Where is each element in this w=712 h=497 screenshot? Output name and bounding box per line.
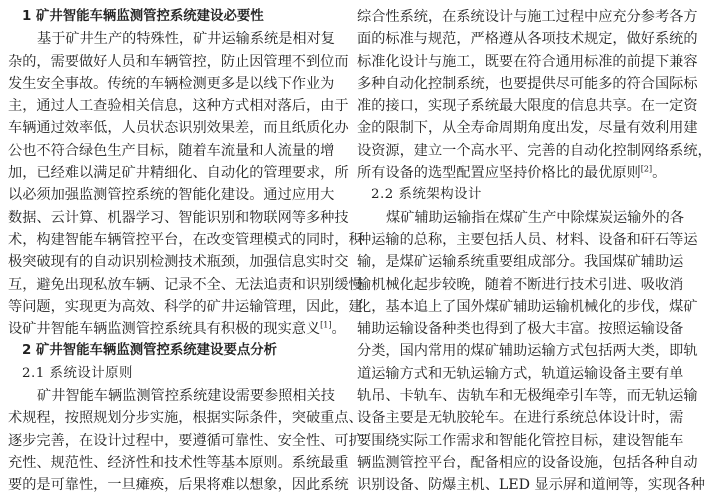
text-line xyxy=(8,73,335,95)
line-text: 分类，国内常用的煤矿辅助运输方式包括两大类，即轨 xyxy=(357,343,698,360)
text-line xyxy=(8,28,335,50)
text-line xyxy=(357,430,684,452)
text-line xyxy=(8,318,346,340)
text-line xyxy=(8,430,363,452)
line-text: 设矿井智能车辆监测管控系统具有积极的现实意义 xyxy=(8,321,321,338)
text-line xyxy=(357,95,698,117)
text-line xyxy=(357,28,698,50)
text-line xyxy=(8,117,349,139)
line-text: 2.1 系统设计原则 xyxy=(22,365,133,381)
line-text: 输，是煤矿运输系统重要组成部分。我国煤矿辅助运 xyxy=(357,254,684,271)
line-tail: 。 xyxy=(331,321,346,338)
line-text: 发生安全事故。传统的车辆检测更多是以线下作业为 xyxy=(8,75,335,92)
line-text: 标准化设计与施工，既要在符合通用标准的前提下兼容 xyxy=(357,53,698,70)
text-line xyxy=(357,274,684,296)
text-line xyxy=(357,162,677,184)
text-line xyxy=(8,140,335,162)
text-line xyxy=(357,318,684,340)
line-text: 2 矿井智能车辆监测管控系统建设要点分析 xyxy=(22,343,278,359)
text-line xyxy=(8,407,363,429)
line-text: 互，避免出现私放车辆、记录不全、无法追责和识别缓慢 xyxy=(8,276,363,293)
text-line xyxy=(8,452,349,474)
text-line xyxy=(357,474,705,496)
text-line xyxy=(357,73,698,95)
text-line xyxy=(357,207,684,229)
text-line xyxy=(357,407,684,429)
line-text: 输机械化起步较晚，随着不断进行技术引进、吸收消 xyxy=(357,276,684,293)
line-text: 等问题，实现更为高效、科学的矿井运输管理，因此，建 xyxy=(8,298,363,315)
subsection-heading xyxy=(8,363,328,385)
line-text: 以必须加强监测管控系统的智能化建设。通过应用大 xyxy=(8,187,335,204)
line-text: 数据、云计算、机器学习、智能识别和物联网等多种技 xyxy=(8,209,349,226)
line-text: 辅助运输设备种类也得到了极大丰富。按照运输设备 xyxy=(357,321,684,338)
line-text: 加，已经难以满足矿井精细化、自动化的管理要求，所 xyxy=(8,165,349,182)
text-line xyxy=(8,474,349,496)
text-line xyxy=(357,385,698,407)
line-text: 道运输方式和无轨运输方式，轨道运输设备主要有单 xyxy=(357,365,684,382)
citation-reference: [1] xyxy=(320,320,332,330)
line-text: 多种自动化控制系统，也要提供尽可能多的符合国际标 xyxy=(357,75,698,92)
line-text: 充性、规范性、经济性和技术性等基本原则。系统最重 xyxy=(8,454,349,471)
text-line xyxy=(8,251,349,273)
line-text: 要的是可靠性，一旦瘫痪，后果将难以想象，因此系统 xyxy=(8,477,349,494)
text-line xyxy=(357,340,698,362)
text-line xyxy=(357,296,698,318)
text-line xyxy=(8,95,349,117)
line-text: 术，构建智能车辆管控平台，在改变管理模式的同时，积 xyxy=(8,231,363,248)
line-text: 准的接口，实现子系统最大限度的信息共享。在一定资 xyxy=(357,98,698,115)
line-text: 辆监测管控平台，配备相应的设备设施，包括各种自动 xyxy=(357,454,698,471)
text-line xyxy=(8,207,349,229)
line-text: 识别设备、防爆主机、LED 显示屏和道闸等，实现各种 xyxy=(357,477,705,494)
line-text: 设资源，建立一个高水平、完善的自动化控制网络系统， xyxy=(357,142,712,159)
line-text: 煤矿辅助运输指在煤矿生产中除煤炭运输外的各 xyxy=(386,209,684,226)
text-line xyxy=(357,140,712,162)
line-text: 金的限制下，从全寿命周期角度出发，尽量有效利用建 xyxy=(357,120,698,137)
line-text: 基于矿井生产的特殊性，矿井运输系统是相对复 xyxy=(37,31,335,48)
line-text: 1 矿井智能车辆监测管控系统建设必要性 xyxy=(22,9,264,24)
line-text: 逐步完善，在设计过程中，要遵循可靠性、安全性、可扩 xyxy=(8,432,363,449)
left-column xyxy=(8,6,363,497)
citation-reference: [2] xyxy=(640,164,653,174)
text-line xyxy=(357,51,698,73)
line-text: 所有设备的选型配置应坚持价格比的最优原则 xyxy=(357,165,641,182)
line-tail: 。 xyxy=(652,165,667,182)
line-text: 要围绕实际工作需求和智能化管控目标，建设智能车 xyxy=(357,432,684,449)
line-text: 种运输的总称，主要包括人员、材料、设备和矸石等运 xyxy=(357,231,698,248)
text-line xyxy=(8,296,363,318)
text-line xyxy=(8,184,335,206)
text-line xyxy=(357,117,698,139)
text-line xyxy=(8,229,363,251)
line-text: 综合性系统，在系统设计与施工过程中应充分参考各方 xyxy=(357,9,698,25)
line-text: 设备主要是无轨胶轮车。在进行系统总体设计时，需 xyxy=(357,410,684,427)
line-text: 车辆通过效率低，人员状态识别效果差，而且纸质化办 xyxy=(8,120,349,137)
section-heading xyxy=(8,6,328,28)
text-line xyxy=(8,162,349,184)
text-line xyxy=(357,6,698,28)
line-text: 矿井智能车辆监测管控系统建设需要参照相关技 xyxy=(37,388,335,405)
section-heading xyxy=(8,340,328,362)
text-line xyxy=(357,229,698,251)
line-text: 2.2 系统架构设计 xyxy=(371,187,482,203)
text-line xyxy=(8,274,363,296)
line-text: 面的标准与规范，严格遵从各项技术规定，做好系统的 xyxy=(357,31,698,48)
text-line xyxy=(357,251,684,273)
subsection-heading xyxy=(357,184,677,206)
line-text: 极突破现有的自动识别检测技术瓶颈，加强信息实时交 xyxy=(8,254,349,271)
text-line xyxy=(8,385,335,407)
line-text: 公也不符合绿色生产目标，随着车流量和人流量的增 xyxy=(8,142,335,159)
line-text: 杂的，需要做好人员和车辆管控，防止因管理不到位而 xyxy=(8,53,349,70)
text-line xyxy=(357,452,698,474)
text-line xyxy=(8,51,349,73)
text-line xyxy=(357,363,684,385)
right-column xyxy=(357,6,712,497)
line-text: 化，基本追上了国外煤矿辅助运输机械化的步伐，煤矿 xyxy=(357,298,698,315)
line-text: 主，通过人工查验相关信息，这种方式相对落后，由于 xyxy=(8,98,349,115)
line-text: 术规程，按照规划分步实施，根据实际条件，突破重点、 xyxy=(8,410,363,427)
line-text: 轨吊、卡轨车、齿轨车和无极绳牵引车等，而无轨运输 xyxy=(357,388,698,405)
